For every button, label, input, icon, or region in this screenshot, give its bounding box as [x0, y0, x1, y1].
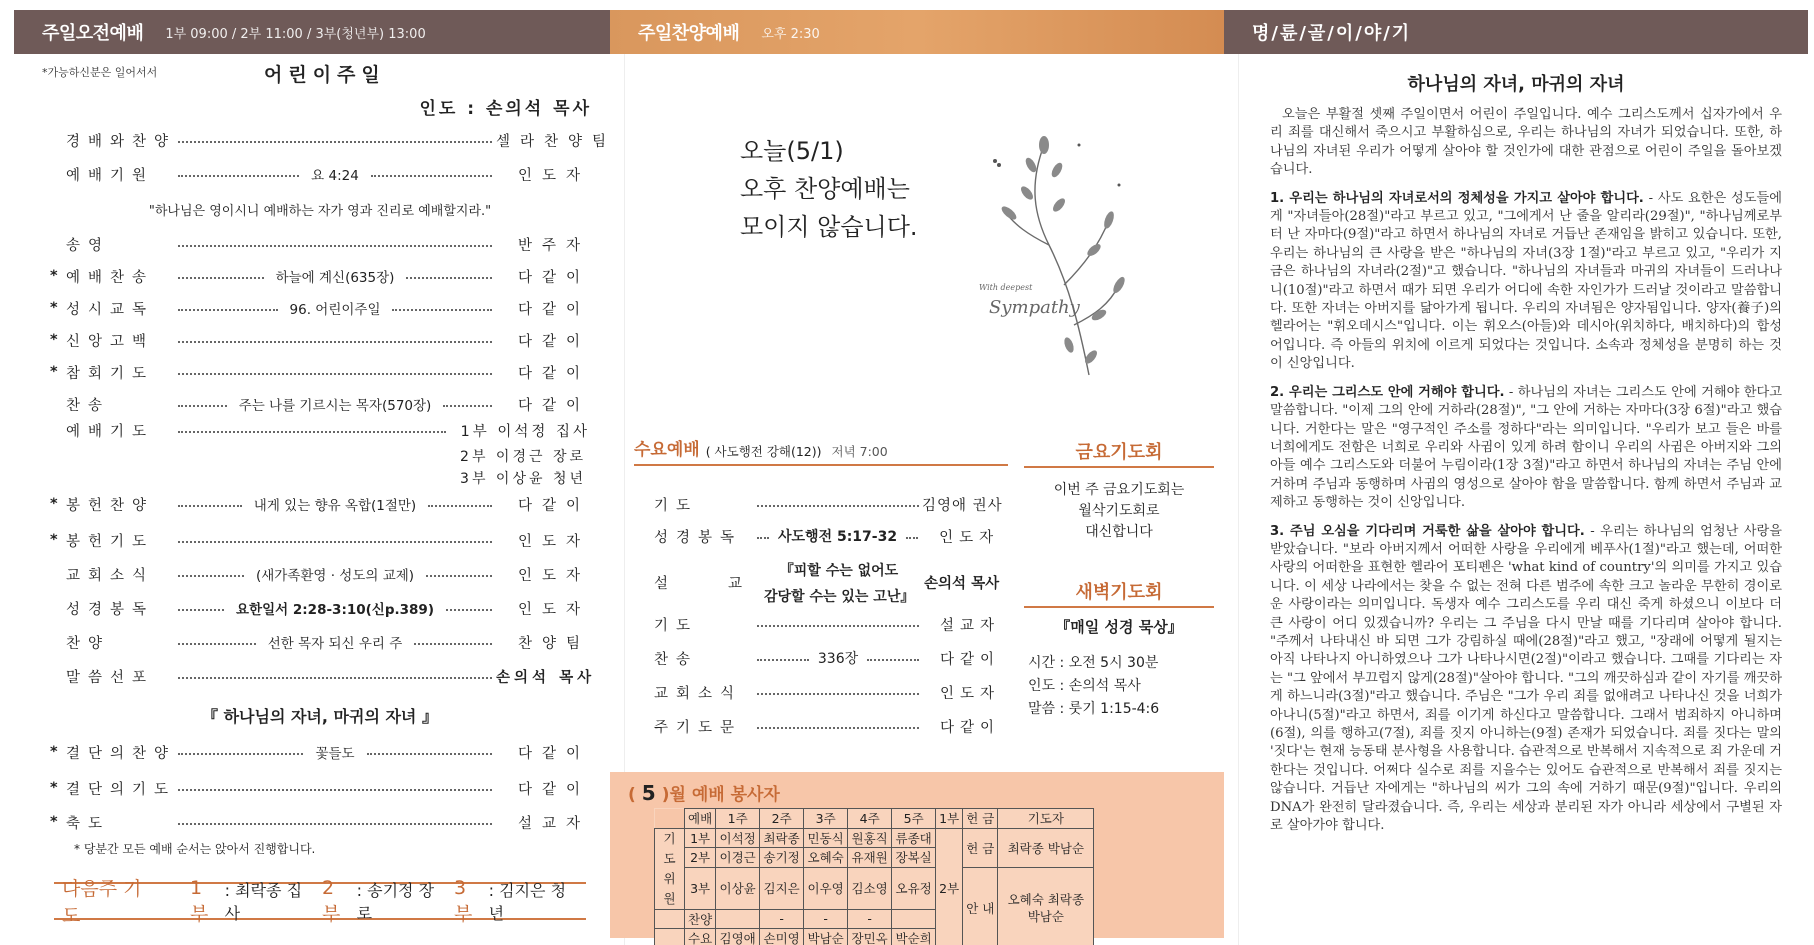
table-row — [655, 828, 1094, 848]
paragraph-heading: 1. 우리는 하나님의 자녀로서의 정체성을 가지고 살아야 합니다. — [1270, 190, 1644, 206]
essay-body — [1270, 106, 1782, 845]
order-row: 성경봉독 요한일서 2:28-3:10(신p.389) 인도자 — [66, 601, 591, 618]
header-time: 오후 2:30 — [761, 26, 820, 42]
friday-prayer-notice — [1024, 480, 1214, 543]
table-cell: 원홍직 — [848, 828, 892, 848]
notice-line: 모이지 않습니다. — [740, 213, 918, 241]
notice-line: 오후 찬양예배는 — [740, 175, 910, 203]
order-row: 교회소식 (새가족환영 · 성도의 교제) 인도자 — [66, 567, 591, 584]
order-row: 교회소식 인도자 — [654, 685, 1000, 702]
sermon-title: 『 하나님의 자녀, 마귀의 자녀 』 — [202, 707, 438, 726]
table-header: 4주 — [848, 809, 892, 829]
essay-paragraph: 3. 주님 오심을 기다리며 거룩한 삶을 살아야 합니다. - 우리는 하나님의 엄청난 사랑을 받았습니다. "보라 아버지께서 어떠한 사랑을 우리에게 베푸사(1절)"라고 했는데, 어떠한 사랑의 어떠한을 표현한 헬라어 포티펜은 'what kind of country'의 의미를 가지고 있습니다. 이 세상 나라에서는 찾을 수 없는 전혀 다른 범주에 속한 크고 놀라운 무한히 경이로운 사랑이라는 의미입니다. 독생자 예수 그리스도를 우리 대신 죽게 하셨으니 이보다 더 큰 사랑이 어디 있겠습니까? 우리는 그 주님을 다시 만날 때를 기다리며 살아야 합니다. "주께서 나타내신 바 되면 그가 강림하실 때에(28절)"라고 했고, "장래에 어떻게 될지는 아직 나타나지 아니하였으나 그가 나타나시면(2절)"이라고 했습니다. 그때를 기다리는 자는 "그 앞에서 부끄럽지 않게(28절)"살아야 합니다. "그의 깨끗하심과 같이 자기를 깨끗하게 하느니라(3절)"라고 했습니다. 주님은 "그가 우리 죄를 없애려고 나타나신 것을 너희가 아나니(5절)"라고 하면서, 죄를 이기게 하신다고 말씀합니다. 그래서 범죄하지 아니하며(6절), 의를 행하고(7절), 죄를 짓지 아니하는(9절) 존재가 되었습니다. 죄를 짓다는 말의 '짓다'는 현재 능동태 분사형을 사용합니다. 습관적으로 반복해서 지속적으로 죄 가운데 거한다는 것입니다. 어쩌다 실수로 죄를 지을수는 있어도 습관적으로 반복해서 죄를 짓지는 않습니다. 거듭난 자에게는 "하나님의 씨가 그의 속에 거하기 때문(9절)"입니다. 우리의 DNA가 완전히 달라졌습니다. 즉, 우리는 세상과 분리된 자가 아니라 세상에서 구별된 자로 살아가야 합니다. — [1270, 523, 1782, 834]
table-cell: - — [760, 909, 804, 929]
prayer-name: : 송기정 장로 — [356, 881, 435, 923]
dawn-leader: 인도 : 손의석 목사 — [1028, 678, 1141, 694]
essay-paragraph: 2. 우리는 그리스도 안에 거해야 합니다. - 하나님의 자녀는 그리스도 안에 거해야 한다고 말씀합니다. "이제 그의 안에 거하라(28절)", "그 안에 거하는 자마다(3장 6절)"라고 했습니다. 거한다는 말은 "영구적인 주소를 정하다"라는 의미입니다. "우리가 보고 들은 바를 너희에게도 전함은 너희로 우리와 사귐이 있게 하려 함이니 우리의 사귐은 아버지와 그의 아들 예수 그리스도와 더불어 누림이라(1장 3절)"라고 하면서 하나님의 자녀는 주님 안에 거하며 주님과 동행하며 사귐의 영성으로 살아야 함을 말씀합니다. 함께 하면서 주님과 교제하고 동행하는 것이 신앙입니다. — [1270, 384, 1782, 511]
essay-title: 하나님의 자녀, 마귀의 자녀 — [1407, 74, 1625, 95]
table-cell: 최락종 — [760, 828, 804, 848]
paragraph-heading: 3. 주님 오심을 기다리며 거룩한 삶을 살아야 합니다. — [1270, 523, 1585, 539]
order-row: 경배와찬양 셀라찬양팀 — [66, 133, 617, 150]
order-row: * 신앙고백 다같이 — [50, 332, 590, 350]
order-row: 말씀선포 손의석 목사 — [66, 669, 596, 686]
order-row: * 결단의기도 다같이 — [50, 780, 590, 798]
table-cell: 김소영 — [848, 867, 892, 909]
table-cell: 민동식 — [804, 828, 848, 848]
friday-prayer-header: 금요기도회 — [1024, 438, 1214, 468]
bulletin-page — [14, 0, 1814, 945]
prayer-3: 3부 이상윤 청년 — [460, 471, 586, 487]
row-label: 1부 — [685, 828, 716, 848]
group-label: 기도 위원 — [655, 828, 685, 909]
essay-paragraph: 오늘은 부활절 셋째 주일이면서 어린이 주일입니다. 예수 그리스도께서 십자가에서 우리 죄를 대신해서 죽으시고 부활하심으로, 우리는 하나님의 자녀가 되었습니다. 또한, 하나님의 자녀된 우리가 어떻게 살아야 할 것인가에 대한 관점으로 어린이 주일을 돌아보겠습니다. — [1270, 107, 1782, 178]
essay-paragraph: 1. 우리는 하나님의 자녀로서의 정체성을 가지고 살아야 합니다. - 사도 요한은 성도들에게 "자녀들아(28절)"라고 부르고 있고, "그에게서 난 줄을 알리라(29절)", "하나님께로부터 난 자마다(9절)"라고 하면서 하나님의 자녀로 거듭난 존재임을 밝히고 있습니다. 또한, 우리는 하나님의 큰 사랑을 받은 "하나님의 자녀(3장 1절)"라고 부르고 있고, "우리가 지금은 하나님의 자녀라(2절)"고 했습니다. "하나님의 자녀들과 마귀의 자녀들이 드러나나니(10절)"라고 하면서 때가 되면 우리가 어디에 속한 자인가가 드러날 것이라고 말씀합니다. 또한 자녀는 아버지를 닮아가게 됩니다. 우리의 자녀됨은 양자됨입니다. 양자(養子)의 헬라어는 "휘오데시스"입니다. 이는 휘오스(아들)와 데시아(위치하다, 배치하다)의 합성어입니다. 즉 아들의 위치에 이르게 되었다는 것입니다. 소속과 정체성을 분명히 하는 것이 신앙입니다. — [1270, 190, 1782, 372]
service-leader: 인도 : 손의석 목사 — [419, 99, 592, 119]
praise-service-header — [610, 10, 1224, 54]
header-title: 명/륜/골/이/야/기 — [1252, 23, 1412, 44]
offering-label: 헌 금 — [963, 828, 998, 867]
scripture-verse: "하나님은 영이시니 예배하는 자가 영과 진리로 예배할지라." — [148, 204, 492, 219]
table-header: 3주 — [804, 809, 848, 829]
order-row: * 봉헌기도 인도자 — [50, 532, 590, 550]
table-row — [655, 867, 1094, 909]
table-cell: 류종대 — [892, 828, 936, 848]
flower-caption: Sympathy — [989, 297, 1080, 318]
flower-illustration — [969, 125, 1139, 385]
paragraph-heading: 2. 우리는 그리스도 안에 거해야 합니다. — [1270, 384, 1505, 400]
order-row: * 봉헌찬양 내게 있는 향유 옥합(1절만) 다같이 — [50, 496, 591, 514]
part-label: 3부 — [454, 876, 473, 925]
table-cell: 유재원 — [848, 848, 892, 868]
table-header: 예배 — [685, 809, 716, 829]
table-header: 5주 — [892, 809, 936, 829]
table-cell: 오유정 — [892, 867, 936, 909]
order-row: * 결단의찬양 꽃들도 다같이 — [50, 744, 590, 762]
table-cell: 장복실 — [892, 848, 936, 868]
table-cell: 송기정 — [760, 848, 804, 868]
flower-caption: With deepest — [979, 283, 1033, 292]
sermon-label: 설교 — [654, 576, 803, 592]
wed-preacher: 손의석 목사 — [924, 576, 1000, 592]
stand-note: *가능하신분은 일어서서 — [42, 66, 158, 79]
table-header: 1주 — [716, 809, 760, 829]
service-title: 어린이주일 — [264, 64, 386, 86]
order-row: 찬송 336장 다같이 — [654, 651, 1000, 668]
prayer-name: : 최락종 집사 — [224, 881, 303, 923]
table-cell: 이상윤 — [716, 867, 760, 909]
usher-names: 오혜숙 최락종 박남순 — [998, 867, 1094, 945]
row-label: 찬양 — [685, 909, 716, 929]
header-title: 주일찬양예배 — [638, 23, 740, 44]
order-row: 예배기원 요 4:24 인도자 — [66, 167, 590, 184]
part-label: 2부 — [936, 828, 963, 945]
monthly-volunteers — [610, 772, 1224, 945]
table-cell: - — [804, 909, 848, 929]
volunteer-table — [654, 808, 1094, 945]
table-cell — [716, 909, 760, 929]
prayer-2: 2부 이경근 장로 — [460, 449, 586, 465]
order-row: 주기도문 다같이 — [654, 719, 1000, 736]
dawn-scripture: 말씀 : 룻기 1:15-4:6 — [1028, 701, 1160, 717]
morning-service-header — [14, 10, 610, 54]
volunteers-title: ( 5 )월 예배 봉사자 — [628, 781, 780, 805]
sermon-line: 『피할 수는 없어도 — [779, 563, 899, 579]
table-header: 1부 — [936, 809, 963, 829]
table-cell: 박남순 — [804, 929, 848, 945]
cancel-notice — [740, 132, 918, 246]
next-week-prayer — [54, 876, 586, 927]
order-row: 기도 설교자 — [654, 617, 1000, 634]
fold-line — [1238, 54, 1239, 945]
table-header: 2주 — [760, 809, 804, 829]
notice-line: 이번 주 금요기도회는 — [1053, 482, 1185, 498]
order-row: 찬송 주는 나를 기르시는 목자(570장) 다같이 — [66, 397, 591, 414]
usher-label: 안 내 — [963, 867, 998, 945]
header-times: 1부 09:00 / 2부 11:00 / 3부(청년부) 13:00 — [165, 26, 426, 42]
table-cell: 박순희 — [892, 929, 936, 945]
order-row: 기도 김영애 권사 — [654, 497, 1003, 514]
table-cell: 이석정 — [716, 828, 760, 848]
table-cell: 김영애 — [716, 929, 760, 945]
order-row: * 예배찬송 하늘에 계신(635장) 다같이 — [50, 268, 590, 286]
table-cell — [892, 909, 936, 929]
notice-line: 오늘(5/1) — [740, 137, 844, 165]
prayer-name: : 김지은 청년 — [488, 881, 567, 923]
dawn-prayer-header: 새벽기도회 — [1024, 578, 1214, 608]
section-title: 수요예배 — [634, 440, 700, 460]
dawn-prayer-info — [1028, 652, 1159, 721]
table-cell: 김지은 — [760, 867, 804, 909]
order-row: 찬양 선한 목자 되신 우리 주 찬양팀 — [66, 635, 591, 652]
order-row: 성경봉독 사도행전 5:17-32 인도자 — [654, 529, 1000, 546]
month-number: 5 — [641, 781, 656, 805]
seated-note: * 당분간 모든 예배 순서는 앉아서 진행합니다. — [74, 842, 316, 856]
section-subtitle: ( 사도행전 강해(12)) — [705, 444, 822, 459]
header-title: 주일오전예배 — [42, 23, 144, 44]
next-week-label: 다음주 기도 — [62, 878, 142, 927]
order-row: * 참회기도 다같이 — [50, 364, 590, 382]
notice-line: 월삭기도회로 — [1078, 503, 1160, 519]
row-label: 3부 — [685, 867, 716, 909]
table-header: 기도자 — [998, 809, 1094, 829]
table-cell: 손미영 — [760, 929, 804, 945]
order-row: 예배기도 1부 이석정 집사 — [66, 423, 590, 440]
table-cell: 장민옥 — [848, 929, 892, 945]
column-header — [1224, 10, 1808, 54]
wednesday-service-header — [634, 438, 1008, 466]
order-row: 송영 반주자 — [66, 237, 590, 254]
order-row: * 성시교독 96. 어린이주일 다같이 — [50, 300, 590, 318]
table-cell: 이우영 — [804, 867, 848, 909]
part-label: 2부 — [322, 876, 341, 925]
section-time: 저녁 7:00 — [831, 444, 888, 459]
order-row: * 축도 설교자 — [50, 814, 590, 832]
part-label: 1부 — [190, 876, 209, 925]
table-header: 헌 금 — [963, 809, 998, 829]
notice-line: 대신합니다 — [1085, 524, 1153, 540]
dawn-time: 시간 : 오전 5시 30분 — [1028, 655, 1159, 671]
table-cell: - — [848, 909, 892, 929]
table-cell: 이경근 — [716, 848, 760, 868]
row-label: 수요 — [685, 929, 716, 945]
offering-names: 최락종 박남순 — [998, 828, 1094, 867]
sermon-line: 감당할 수는 있는 고난』 — [764, 589, 915, 605]
table-header-row — [655, 809, 1094, 829]
dawn-prayer-subtitle: 『매일 성경 묵상』 — [1055, 618, 1183, 636]
wed-sermon-title — [764, 558, 914, 610]
table-cell: 오혜숙 — [804, 848, 848, 868]
row-label: 2부 — [685, 848, 716, 868]
